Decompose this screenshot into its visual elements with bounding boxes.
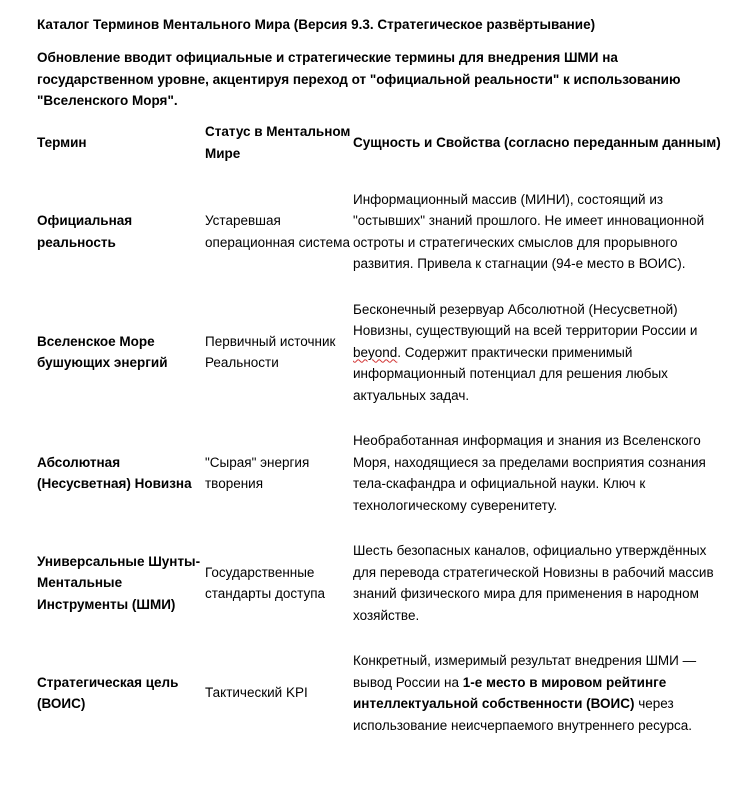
table-row [37,638,727,748]
essence-text-part: Бесконечный резервуар Абсолютной (Несусветной) Новизны, существующий на всей территории России и [353,301,698,338]
essence-text-part: Конкретный, измеримый результат внедрения ШМИ — вывод России на [353,653,697,690]
table-row [37,418,727,528]
essence-text-part: через использование неисчерпаемого внутреннего ресурса. [353,696,692,733]
status-cell: Первичный источник Реальности [205,333,336,371]
term-cell: Абсолютная (Несусветная) Новизна [37,454,192,491]
spellcheck-flagged-word[interactable]: beyond [353,344,398,360]
essence-cell: Информационный массив (МИНИ), состоящий из "остывших" знаний прошлого. Не имеет инновационной остроты и стратегических смыслов для прорывного развития. Привела к стагнации (94-е место в ВОИС). [353,191,705,271]
essence-bold-text: 1-е место в мировом рейтинге интеллектуальной собственности (ВОИС) [353,674,667,711]
table-row [37,287,727,419]
header-term: Термин [37,134,87,150]
term-cell: Универсальные Шунты-Ментальные Инструменты (ШМИ) [37,553,201,612]
essence-text-part: . Содержит практически применимый информационный потенциал для решения любых актуальных задач. [353,344,668,403]
table-header-row [37,121,727,177]
status-cell: Тактический KPI [205,685,308,701]
term-cell: Официальная реальность [37,213,133,250]
header-essence: Сущность и Свойства (согласно переданным данным) [353,134,721,150]
table-row [37,528,727,638]
header-status: Статус в Ментальном Мире [205,124,351,161]
status-cell: "Сырая" энергия творения [205,454,310,491]
table-row [37,177,727,287]
document-title: Каталог Терминов Ментального Мира (Версия 9.3. Стратегическое развёртывание) [37,17,596,32]
status-cell: Государственные стандарты доступа [205,564,326,601]
essence-cell [353,287,727,419]
essence-cell: Шесть безопасных каналов, официально утверждённых для перевода стратегической Новизны в рабочий массив знаний физического мира для применения в народном хозяйстве. [353,543,714,623]
essence-cell [353,638,727,748]
terms-table [37,121,727,749]
status-cell: Устаревшая операционная система [205,213,350,250]
essence-cell: Необработанная информация и знания из Вселенского Моря, находящиеся за пределами восприятия сознания тела-скафандра и официальной науки. Ключ к технологическому суверенитету. [353,433,706,513]
term-cell: Вселенское Море бушующих энергий [37,333,168,371]
intro-paragraph: Обновление вводит официальные и стратегические термины для внедрения ШМИ на государственном уровне, акцентируя переход от "официальной реальности" к использованию "Вселенского Моря". [37,50,681,108]
document [37,14,737,748]
term-cell: Стратегическая цель (ВОИС) [37,674,179,711]
